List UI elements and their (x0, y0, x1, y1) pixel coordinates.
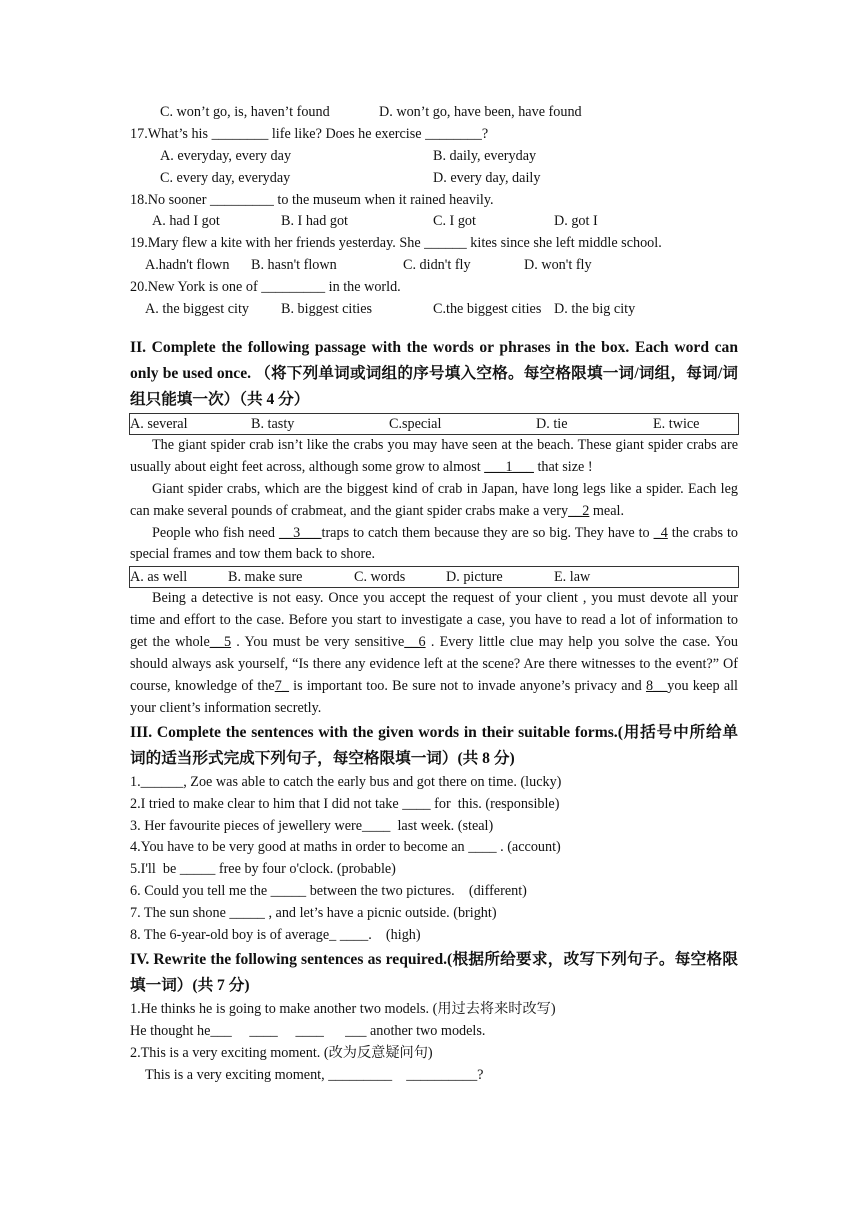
sentence-item: 6. Could you tell me the _____ between the two pictures. (different) (130, 883, 527, 900)
question-20-stem: 20.New York is one of _________ in the world. (130, 279, 401, 296)
word-box-2-item: B. make sure (228, 569, 303, 586)
word-box-1 (129, 413, 739, 435)
question-19-stem: 19.Mary flew a kite with her friends yesterday. She ______ kites since she left middle school. (130, 235, 662, 252)
option-a: A. everyday, every day (160, 147, 292, 164)
option-c: C.the biggest cities (433, 301, 542, 318)
word-box-2-item: A. as well (130, 569, 188, 586)
question-18-options (130, 211, 738, 233)
section-4-heading-cn: (根据所给要求，改写下列句子。每空格限填一词）(共 7 分) (130, 950, 738, 994)
sentence-item: 8. The 6-year-old boy is of average_ ____. (high) (130, 927, 421, 944)
sentence-item: 7. The sun shone _____ , and let’s have a picnic outside. (bright) (130, 905, 497, 922)
question-16-options (130, 102, 738, 124)
rewrite-answer-line: He thought he___ ____ ____ ___ another two models. (130, 1022, 486, 1039)
exam-page (130, 102, 738, 1086)
question-19-options (130, 255, 738, 277)
blank-8: 8__ (645, 677, 668, 694)
word-box-1-item: B. tasty (251, 415, 295, 432)
paragraph-text: . Every little clue may help you solve the case. You should always ask yourself, “Is there any evidence left at the scene? Are there witnesses to the event?” Of course, knowledge of the (130, 634, 738, 694)
blank-2: __2 (568, 502, 590, 519)
sentence-item: 2.I tried to make clear to him that I did not take ____ for this. (responsible) (130, 795, 560, 812)
passage-1-paragraph-1 (130, 435, 738, 479)
option-c: C. I got (433, 213, 476, 230)
word-box-2-item: E. law (554, 569, 591, 586)
word-box-1-item: A. several (130, 415, 188, 432)
blank-7: 7_ (274, 677, 289, 694)
question-17-options-cd (130, 168, 738, 190)
paragraph-text: meal. (589, 502, 625, 519)
sentence-item: 1.______, Zoe was able to catch the early bus and got there on time. (lucky) (130, 773, 562, 790)
blank-5: __5 (209, 634, 232, 651)
word-box-2-item: C. words (354, 569, 406, 586)
question-18-stem: 18.No sooner _________ to the museum when it rained heavily. (130, 191, 494, 208)
passage-2-paragraph (130, 588, 738, 719)
section-3-heading (130, 720, 738, 772)
paragraph-text: Giant spider crabs, which are the biggest kind of crab in Japan, have long legs like a spider. Each leg can make several pounds of crabmeat, and the giant spider crabs make a very (130, 480, 738, 519)
sentence-item: 3. Her favourite pieces of jewellery were____ last week. (steal) (130, 817, 494, 834)
section-4-heading (130, 947, 738, 999)
option-b: B. I had got (281, 213, 348, 230)
option-b: B. biggest cities (281, 301, 373, 318)
paragraph-text: is important too. Be sure not to invade anyone’s privacy and (288, 677, 646, 694)
passage-1 (130, 435, 738, 566)
option-a: A.hadn't flown (145, 257, 230, 274)
paragraph-text: you keep all your client’s information secretly. (130, 677, 738, 716)
option-b: B. daily, everyday (433, 147, 537, 164)
option-d: D. won't fly (524, 257, 592, 274)
option-b: B. hasn't flown (251, 257, 337, 274)
passage-2 (130, 588, 738, 719)
blank-4: _4 (653, 524, 668, 541)
section-2-heading-cn: （将下列单词或词组的序号填入空格。每空格限填一词/词组，每词/词组只能填一次）（共 4 分） (130, 364, 739, 408)
paragraph-text: The giant spider crab isn’t like the crabs you may have seen at the beach. These giant spider crabs are usually about eight feet across, although some grow to almost (130, 436, 738, 475)
rewrite-item: 2.This is a very exciting moment. (改为反意疑问句) (130, 1044, 433, 1061)
option-c: C. didn't fly (403, 257, 471, 274)
rewrite-item: 1.He thinks he is going to make another two models. (用过去将来时改写) (130, 1000, 556, 1017)
word-box-1-item: C.special (389, 415, 442, 432)
option-d: D. the big city (554, 301, 636, 318)
paragraph-text: . You must be very sensitive (231, 634, 405, 651)
paragraph-text: the crabs to special frames and tow them back to shore. (130, 524, 738, 563)
word-box-1-item: D. tie (536, 415, 568, 432)
option-a: A. the biggest city (145, 301, 250, 318)
word-box-2-item: D. picture (446, 569, 503, 586)
section-4-heading-en: IV. Rewrite the following sentences as required. (130, 950, 448, 968)
paragraph-text: that size ! (533, 458, 593, 475)
blank-6: __6 (404, 634, 426, 651)
section-3-heading-cn: (用括号中所给单词的适当形式完成下列句子，每空格限填一词）(共 8 分) (130, 723, 738, 767)
option-d: D. every day, daily (433, 169, 541, 186)
option-a: A. had I got (152, 213, 220, 230)
word-box-2 (129, 566, 739, 588)
blank-3: __3___ (278, 524, 322, 541)
sentence-item: 4.You have to be very good at maths in order to become an ____ . (account) (130, 839, 561, 856)
section-2-heading-en: II. Complete the following passage with the words or phrases in the box. Each word can only be used once. (130, 338, 738, 382)
section-3-heading-en: III. Complete the sentences with the given words in their suitable forms. (130, 723, 618, 741)
sentence-item: 5.I'll be _____ free by four o'clock. (probable) (130, 861, 396, 878)
paragraph-text: People who fish need (152, 524, 279, 541)
blank-1: ___1___ (484, 458, 534, 475)
passage-1-paragraph-3 (130, 523, 738, 567)
question-17-options-ab (130, 146, 738, 168)
rewrite-answer-line: This is a very exciting moment, _________ __________? (145, 1066, 484, 1083)
spacer (130, 321, 738, 335)
passage-1-paragraph-2 (130, 479, 738, 523)
paragraph-text: traps to catch them because they are so big. They have to (321, 524, 654, 541)
word-box-1-item: E. twice (653, 415, 700, 432)
option-c: C. every day, everyday (160, 169, 291, 186)
section-2-heading (130, 335, 738, 413)
question-20-options (130, 299, 738, 321)
paragraph-text: Being a detective is not easy. Once you accept the request of your client , you must devote all your time and effort to the case. Before you start to investigate a case, you have to read a lot of information to get the whole (130, 590, 738, 651)
option-d: D. won’t go, have been, have found (379, 104, 582, 120)
question-17-stem: 17.What’s his ________ life like? Does he exercise ________? (130, 125, 489, 142)
option-c: C. won’t go, is, haven’t found (160, 104, 330, 120)
option-d: D. got I (554, 213, 598, 230)
